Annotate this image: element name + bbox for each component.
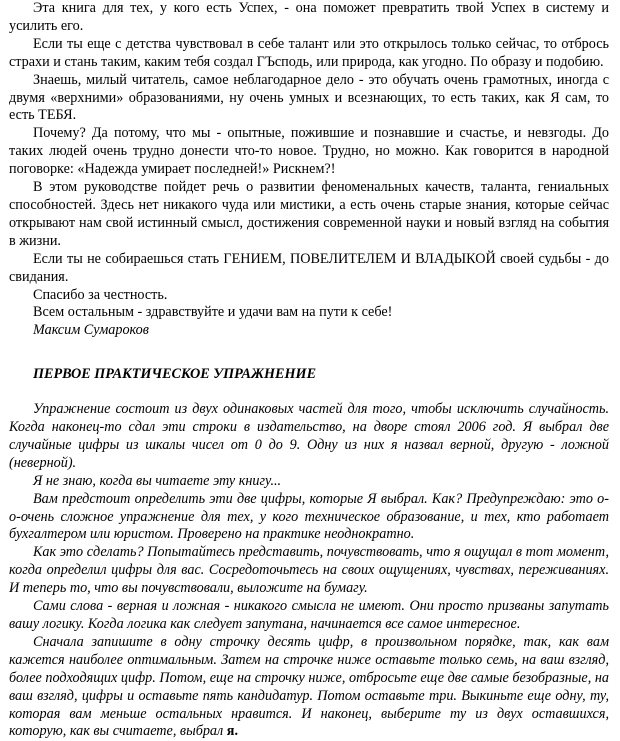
exercise-paragraph-4: Как это сделать? Попытайтесь представить, почувствовать, что я ощущал в тот момент, когда определил цифры для вас. Сосредоточьтесь на своих ощущениях, чувствах, переживаниях. И теперь то, что вы почувствовали, выложите на бумагу. — [9, 544, 609, 597]
intro-paragraph-8: Всем остальным - здравствуйте и удачи вам на пути к себе! — [33, 304, 393, 321]
author-signature: Максим Сумароков — [33, 322, 149, 339]
emphasized-word: я. — [226, 723, 238, 740]
intro-paragraph-5: В этом руководстве пойдет речь о развитии феноменальных качеств, таланта, гениальных способностей. Здесь нет никакого чуда или мистики, а есть очень старые знания, которые сейчас открывают нам свой истинный смысл, достижения современной науки и новый взгляд на события в жизни. — [9, 179, 609, 249]
exercise-paragraph-5: Сами слова - верная и ложная - никакого смысла не имеют. Они просто призваны запутать вашу логику. Когда логика как следует запутана, начинается все самое интересное. — [9, 598, 609, 632]
exercise-paragraph-6-text: Сначала запишите в одну строчку десять цифр, в произвольном порядке, так, как вам кажется наиболее оптимальным. Затем на строчке ниже оставьте только семь, на ваш взгляд, более подходящих цифр. Потом, еще на строчку ниже, отбросьте еще две самые безобразные, на ваш взгляд, цифры и оставьте пять кандидатур. Потом оставьте три. Выкиньте еще одну, ту, которая вам меньше остальных нравится. И наконец, выберите ту из двух оставшихся, которую, как вы считаете, выбрал — [9, 633, 609, 740]
exercise-paragraph-3: Вам предстоит определить эти две цифры, которые Я выбрал. Как? Предупреждаю: это о-о-очень сложное упражнение для тех, у кого техническое образование, и тех, кто работает бухгалтером или юристом. Проверено на практике неоднократно. — [9, 490, 609, 543]
intro-paragraph-2: Если ты еще с детства чувствовал в себе талант или это открылось только сейчас, то отбрось страхи и стань таким, каким тебя создал ГЪсподь, или природа, как угодно. По образу и подобию. — [9, 35, 609, 70]
exercise-paragraph-2: Я не знаю, когда вы читаете эту книгу... — [33, 472, 282, 489]
section-heading: ПЕРВОЕ ПРАКТИЧЕСКОЕ УПРАЖНЕНИЕ — [33, 366, 317, 383]
intro-paragraph-7: Спасибо за честность. — [33, 286, 168, 303]
intro-paragraph-1: Эта книга для тех, у кого есть Успех, - она поможет превратить твой Успех в систему и усилить его. — [9, 0, 609, 34]
intro-paragraph-6: Если ты не собираешься стать ГЕНИЕМ, ПОВЕЛИТЕЛЕМ И ВЛАДЫКОЙ своей судьбы - до свидания. — [9, 250, 609, 285]
intro-paragraph-3: Знаешь, милый читатель, самое неблагодарное дело - это обучать очень грамотных, иногда с двумя «верхними» образованиями, ну очень умных и всезнающих, то есть таких, как Я сам, то есть ТЕБЯ. — [9, 71, 609, 124]
exercise-paragraph-6 — [9, 634, 609, 741]
exercise-paragraph-1: Упражнение состоит из двух одинаковых частей для того, чтобы исключить случайность. Когда наконец-то сдал эти строки в издательство, на дворе стоял 2006 год. Я выбрал две случайные цифры из шкалы чисел от 0 до 9. Одну из них я назвал верной, другую - ложной (неверной). — [9, 401, 609, 471]
intro-paragraph-4: Почему? Да потому, что мы - опытные, пожившие и познавшие и счастье, и невзгоды. До таких людей очень трудно донести что-то новое. Трудно, но можно. Как говорится в народной поговорке: «Надежда умирает последней!» Рискнем?! — [9, 125, 609, 178]
